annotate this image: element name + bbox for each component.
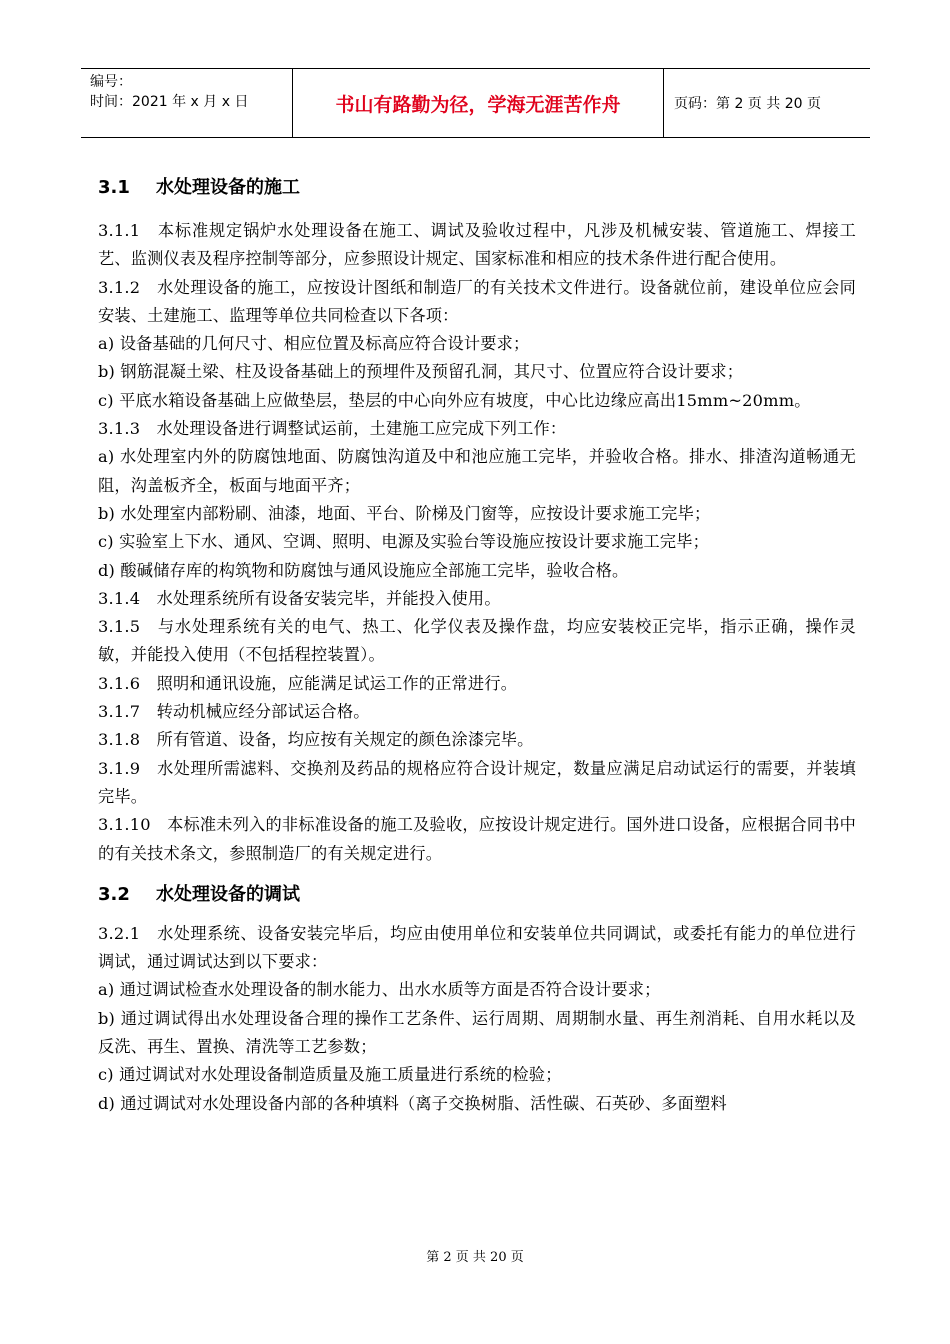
paragraph: 3.1.2 水处理设备的施工，应按设计图纸和制造厂的有关技术文件进行。设备就位前，建设单位应会同安装、土建施工、监理等单位共同检查以下各项： <box>98 277 856 325</box>
paragraph: 3.1.9 水处理所需滤料、交换剂及药品的规格应符合设计规定，数量应满足启动试运行的需要，并装填完毕。 <box>98 758 856 806</box>
header-page-info: 页码：第 2 页 共 20 页 <box>674 96 821 112</box>
list-item: d) 通过调试对水处理设备内部的各种填料（离子交换树脂、活性碳、石英砂、多面塑料 <box>98 1093 727 1113</box>
list-item: a) 通过调试检查水处理设备的制水能力、出水水质等方面是否符合设计要求； <box>98 980 661 1000</box>
list-item: b) 通过调试得出水处理设备合理的操作工艺条件、运行周期、周期制水量、再生剂消耗、自用水耗以及反洗、再生、置换、清洗等工艺参数； <box>98 1008 856 1057</box>
paragraph: 3.1.6 照明和通讯设施，应能满足试运工作的正常进行。 <box>98 673 518 693</box>
paragraph: 3.1.7 转动机械应经分部试运合格。 <box>98 702 370 722</box>
page-header <box>81 68 870 138</box>
section-heading-3-2 <box>98 882 856 908</box>
document-date: 时间：2021 年 x 月 x 日 <box>90 94 249 110</box>
list-item: d) 酸碱储存库的构筑物和防腐蚀与通风设施应全部施工完毕，验收合格。 <box>98 560 629 580</box>
list-item: a) 设备基础的几何尺寸、相应位置及标高应符合设计要求； <box>98 334 530 354</box>
paragraph: 3.1.5 与水处理系统有关的电气、热工、化学仪表及操作盘，均应安装校正完毕，指示正确，操作灵敏，并能投入使用（不包括程控装置）。 <box>98 617 856 665</box>
paragraph: 3.1.8 所有管道、设备，均应按有关规定的颜色涂漆完毕。 <box>98 730 534 750</box>
paragraph: 3.1.10 本标准未列入的非标准设备的施工及验收，应按设计规定进行。国外进口设备，应根据合同书中的有关技术条文，参照制造厂的有关规定进行。 <box>98 815 856 863</box>
list-item: c) 实验室上下水、通风、空调、照明、电源及实验台等设施应按设计要求施工完毕； <box>98 532 710 552</box>
list-item: c) 平底水箱设备基础上应做垫层，垫层的中心向外应有坡度，中心比边缘应高出15mm~20mm。 <box>98 390 811 410</box>
document-body <box>98 175 856 1118</box>
paragraph: 3.2.1 水处理系统、设备安装完毕后，均应由使用单位和安装单位共同调试，或委托有能力的单位进行调试，通过调试达到以下要求： <box>98 923 856 972</box>
section-title: 水处理设备的调试 <box>156 883 300 905</box>
header-meta <box>81 69 293 137</box>
list-item: a) 水处理室内外的防腐蚀地面、防腐蚀沟道及中和池应施工完毕，并验收合格。排水、排渣沟道畅通无阻，沟盖板齐全，板面与地面平齐； <box>98 447 856 495</box>
paragraph: 3.1.4 水处理系统所有设备安装完毕，并能投入使用。 <box>98 588 501 608</box>
section-title: 水处理设备的施工 <box>156 177 300 198</box>
list-item: b) 水处理室内部粉刷、油漆，地面、平台、阶梯及门窗等，应按设计要求施工完毕； <box>98 503 711 523</box>
section-heading-3-1 <box>98 175 856 201</box>
section-number: 3.1 <box>98 177 130 198</box>
paragraph: 3.1.1 本标准规定锅炉水处理设备在施工、调试及验收过程中，凡涉及机械安装、管道施工、焊接工艺、监测仪表及程序控制等部分，应参照设计规定、国家标准和相应的技术条件进行配合使用。 <box>98 221 856 269</box>
document-number-label: 编号： <box>90 74 132 90</box>
section-number: 3.2 <box>98 883 130 905</box>
list-item: b) 钢筋混凝土梁、柱及设备基础上的预埋件及预留孔洞，其尺寸、位置应符合设计要求； <box>98 362 744 382</box>
paragraph: 3.1.3 水处理设备进行调整试运前，土建施工应完成下列工作： <box>98 419 567 439</box>
page-footer: 第 2 页 共 20 页 <box>426 1250 524 1265</box>
header-motto: 书山有路勤为径，学海无涯苦作舟 <box>293 69 664 137</box>
list-item: c) 通过调试对水处理设备制造质量及施工质量进行系统的检验； <box>98 1065 562 1085</box>
